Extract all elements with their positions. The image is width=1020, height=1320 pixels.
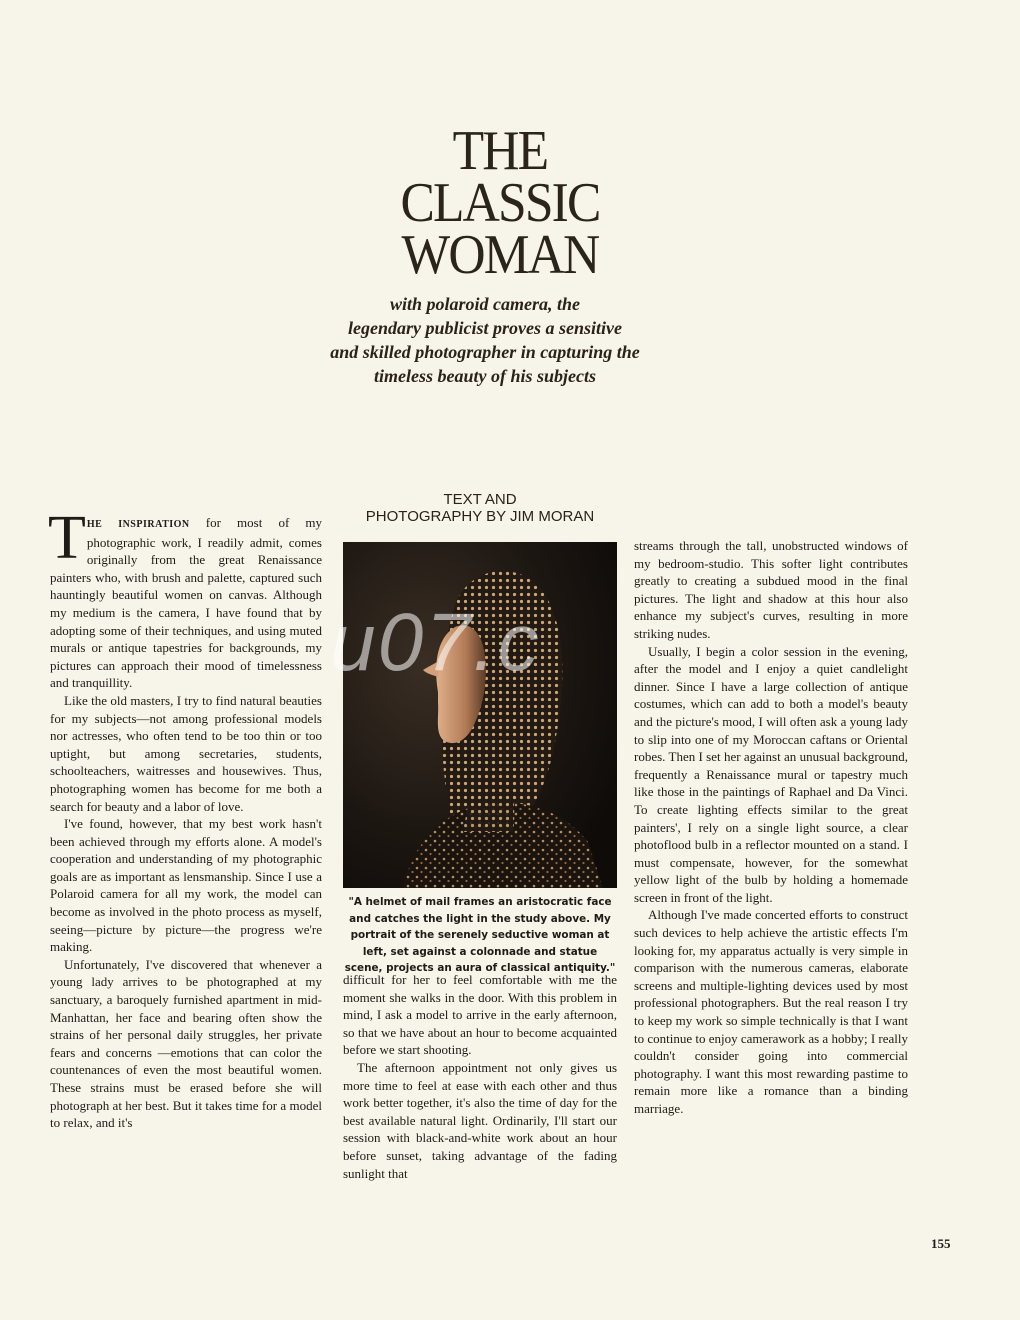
portrait-illustration bbox=[343, 542, 617, 888]
headline-line-3: WOMAN bbox=[401, 224, 599, 286]
article-paragraph: Like the old masters, I try to find natural beauties for my subjects—not among professional models nor actresses, who often tend to be too thin or too uptight, but among secretaries, students, schoolteachers, waitresses and housewives. Thus, photographing women has become for me both a search for beauty and a labor of love. bbox=[50, 692, 322, 814]
byline-line-2: PHOTOGRAPHY BY JIM MORAN bbox=[365, 508, 595, 525]
article-column-1 bbox=[48, 504, 322, 1132]
article-paragraph: Although I've made concerted efforts to construct such devices to help achieve the artistic effects I'm looking for, my apparatus actually is very simple in comparison with the numerous cameras, elaborate screens and multiple-lighting devices used by most professional photographers. But the real reason I try to keep my work so simple technically is that I want to continue to enjoy camerawork as a hobby; I really couldn't consider going into commercial photography. I want this most rewarding pastime to remain more like a romance than a binding marriage. bbox=[634, 907, 908, 1116]
photo-caption: "A helmet of mail frames an aristocratic face and catches the light in the study above. My portrait of the serenely seductive woman at left, set against a colonnade and statue scene, projects an aura of classical antiquity." bbox=[344, 896, 616, 974]
portrait-photo bbox=[343, 542, 617, 888]
watermark: u07.c bbox=[330, 597, 541, 688]
drop-cap: T bbox=[48, 504, 86, 572]
subtitle bbox=[300, 292, 670, 388]
byline-line-1: TEXT AND bbox=[443, 491, 517, 508]
headline bbox=[334, 120, 665, 286]
page-number: 155 bbox=[931, 1236, 951, 1251]
lead-in: HE INSPIRATION bbox=[86, 519, 190, 530]
subtitle-line-3: and skilled photographer in capturing the bbox=[330, 342, 640, 362]
headline-line-1: THE bbox=[452, 120, 548, 182]
article-column-3 bbox=[634, 537, 908, 1118]
subtitle-line-4: timeless beauty of his subjects bbox=[374, 366, 596, 386]
article-paragraph: Unfortunately, I've discovered that whenever a young lady arrives to be photographed at my sanctuary, a baroquely furnished apartment in mid-Manhattan, her face and bearing often show the strains of her personal daily struggles, her private fears and concerns —emotions that can color the countenances of even the most beautiful women. These strains must be erased before she will photograph at her best. But it takes time for a model to relax, and it's bbox=[50, 956, 322, 1131]
headline-line-2: CLASSIC bbox=[400, 172, 600, 234]
subtitle-line-1: with polaroid camera, the bbox=[389, 294, 580, 314]
article-column-2 bbox=[343, 971, 617, 1182]
article-paragraph: difficult for her to feel comfortable with me the moment she walks in the door. With this problem in mind, I ask a model to arrive in the early afternoon, so that we have about an hour to become acquainted before we start shooting. bbox=[343, 972, 617, 1058]
byline bbox=[330, 491, 630, 525]
article-paragraph bbox=[48, 504, 322, 692]
subtitle-line-2: legendary publicist proves a sensitive bbox=[348, 318, 622, 338]
article-paragraph: Usually, I begin a color session in the evening, after the model and I enjoy a quiet candlelight dinner. Since I have a large collection of antique costumes, which can add to both a model's beauty and the picture's mood, I will often ask a young lady to slip into one of my Moroccan caftans or Oriental robes. Then I set her against an unusual background, frequently a Renaissance mural or tapestry much like those in the paintings of Raphael and Da Vinci. To create lighting effects similar to the great painters', I rely on a single light source, a clear photoflood bulb in a reflector mounted on a stand. I must compensate, however, for the somewhat yellow light of the bulb by holding a homemade screen in front of the light. bbox=[634, 643, 908, 905]
article-paragraph: The afternoon appointment not only gives us more time to feel at ease with each other and thus work better together, it's also the time of day for the best available natural light. Ordinarily, I'll start our session with black-and-white work about an hour before sunset, taking advantage of the fading sunlight that bbox=[343, 1059, 617, 1181]
article-paragraph: I've found, however, that my best work hasn't been achieved through my efforts alone. A model's cooperation and understanding of my photographic goals are as important as lensmanship. Since I use a Polaroid camera for all my work, the model can become as involved in the photo process as myself, seeing—picture by picture—the progress we're making. bbox=[50, 816, 322, 955]
paragraph-text: for most of my photographic work, I readily admit, comes originally from the great Renaissance painters who, with brush and palette, captured such hauntingly beautiful women on canvas. Although my medium is the camera, I have found that by adopting some of their techniques, and using muted murals or antique tapestries for backgrounds, my pictures can approach their mood of timelessness and tranquillity. bbox=[50, 515, 322, 691]
article-paragraph: streams through the tall, unobstructed windows of my bedroom-studio. This softer light contributes greatly to creating a subdued mood in the final pictures. The light and shadow at this hour also enhance my subject's curves, resulting in more striking nudes. bbox=[634, 538, 908, 641]
